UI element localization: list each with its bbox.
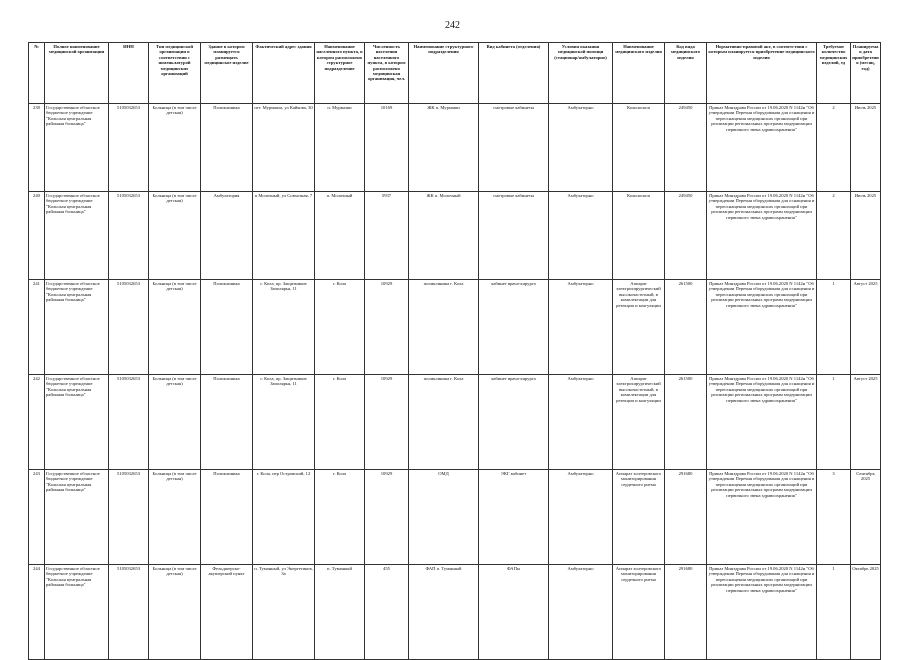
cell-cabinet: кабинет врача-хирурга — [479, 280, 549, 375]
cell-population: 10929 — [365, 375, 409, 470]
cell-code: 291680 — [665, 470, 707, 565]
column-header: Здание в котором планируется размещать медицинское изделие — [201, 43, 253, 104]
cell-code: 261500 — [665, 280, 707, 375]
cell-type: Больница (в том числе детская) — [149, 470, 201, 565]
cell-device: Аппарат электрохирургический высокочастотный, в комплектации для резекции и коагуляции — [613, 375, 665, 470]
cell-unit: поликлиника г. Кола — [409, 375, 479, 470]
cell-population: 10929 — [365, 280, 409, 375]
cell-num: 244 — [29, 565, 45, 660]
column-header: Полное наименование медицинской организации — [45, 43, 109, 104]
equipment-table — [28, 42, 881, 660]
cell-device: Аппарат холтеровского мониторирования сердечного ритма — [613, 470, 665, 565]
cell-qty: 1 — [817, 375, 851, 470]
cell-settlement: п. Молочный — [315, 192, 365, 280]
cell-org: Государственное областное бюджетное учреждение "Кольская центральная районная больница" — [45, 375, 109, 470]
cell-type: Больница (в том числе детская) — [149, 375, 201, 470]
cell-date: Июль 2025 — [851, 104, 881, 192]
column-header: Фактический адрес здания — [253, 43, 315, 104]
column-header: Условия оказания медицинской помощи (стационар/амбулаторно) — [549, 43, 613, 104]
cell-address: г. Кола, пр. Защитников Заполярья, 11 — [253, 280, 315, 375]
cell-building: Поликлиника — [201, 104, 253, 192]
cell-settlement: г. Кола — [315, 280, 365, 375]
cell-unit: ЖК п. Мурмаши — [409, 104, 479, 192]
cell-act: Приказ Минздрава России от 19.06.2020 N 1142н "Об утверждении Перечня оборудования для оснащения и переоснащения медицинских организаций при реализации региональных программ модернизации первичного звена здравоохранения" — [707, 104, 817, 192]
cell-settlement: г. Кола — [315, 470, 365, 565]
cell-act: Приказ Минздрава России от 19.06.2020 N 1142н "Об утверждении Перечня оборудования для оснащения и переоснащения медицинских организаций при реализации региональных программ модернизации первичного звена здравоохранения" — [707, 565, 817, 660]
cell-population: 10169 — [365, 104, 409, 192]
cell-qty: 1 — [817, 565, 851, 660]
column-header: Требуемое количество медицинских изделий, ед — [817, 43, 851, 104]
cell-conditions: Амбулаторно — [549, 280, 613, 375]
cell-code: 249450 — [665, 192, 707, 280]
cell-type: Больница (в том числе детская) — [149, 104, 201, 192]
cell-building: Амбулатория — [201, 192, 253, 280]
cell-conditions: Амбулаторно — [549, 192, 613, 280]
cell-building: Фельдшерско-акушерский пункт — [201, 565, 253, 660]
cell-address: г. Кола, пер Островский, 12 — [253, 470, 315, 565]
cell-cabinet: смотровые кабинеты — [479, 104, 549, 192]
cell-conditions: Амбулаторно — [549, 375, 613, 470]
column-header: Наименование медицинского изделия — [613, 43, 665, 104]
table-row — [29, 192, 881, 280]
column-header: Нормативно-правовой акт, в соответствии с которым планируется приобретение медицинского изделия — [707, 43, 817, 104]
cell-inn: 5105032653 — [109, 470, 149, 565]
table-header-row — [29, 43, 881, 104]
cell-qty: 3 — [817, 470, 851, 565]
cell-device: Аппарат холтеровского мониторирования сердечного ритма — [613, 565, 665, 660]
column-header: Код вида медицинского изделия — [665, 43, 707, 104]
cell-inn: 5105032653 — [109, 375, 149, 470]
cell-population: 5937 — [365, 192, 409, 280]
cell-device: Кольпоскоп — [613, 192, 665, 280]
cell-inn: 5105032653 — [109, 565, 149, 660]
table-row — [29, 470, 881, 565]
cell-settlement: п. Мурмаши — [315, 104, 365, 192]
cell-conditions: Амбулаторно — [549, 470, 613, 565]
cell-act: Приказ Минздрава России от 19.06.2020 N 1142н "Об утверждении Перечня оборудования для оснащения и переоснащения медицинских организаций при реализации региональных программ модернизации первичного звена здравоохранения" — [707, 192, 817, 280]
cell-org: Государственное областное бюджетное учреждение "Кольская центральная районная больница" — [45, 104, 109, 192]
cell-type: Больница (в том числе детская) — [149, 280, 201, 375]
cell-building: Поликлиника — [201, 375, 253, 470]
cell-inn: 5105032653 — [109, 192, 149, 280]
cell-cabinet: ЭКГ кабинет — [479, 470, 549, 565]
column-header: Наименование населенного пункта, в котором расположено структурное подразделение — [315, 43, 365, 104]
cell-device: Аппарат электрохирургический высокочастотный, в комплектации для резекции и коагуляции — [613, 280, 665, 375]
cell-conditions: Амбулаторно — [549, 104, 613, 192]
cell-code: 249450 — [665, 104, 707, 192]
cell-act: Приказ Минздрава России от 19.06.2020 N 1142н "Об утверждении Перечня оборудования для оснащения и переоснащения медицинских организаций при реализации региональных программ модернизации первичного звена здравоохранения" — [707, 280, 817, 375]
cell-act: Приказ Минздрава России от 19.06.2020 N 1142н "Об утверждении Перечня оборудования для оснащения и переоснащения медицинских организаций при реализации региональных программ модернизации первичного звена здравоохранения" — [707, 375, 817, 470]
cell-code: 291680 — [665, 565, 707, 660]
cell-unit: поликлиника г. Кола — [409, 280, 479, 375]
cell-org: Государственное областное бюджетное учреждение "Кольская центральная районная больница" — [45, 565, 109, 660]
page-number: 242 — [445, 20, 460, 31]
cell-num: 243 — [29, 470, 45, 565]
column-header: Численность населения населенного пункта, в котором расположено медицинская организация, чел. — [365, 43, 409, 104]
cell-address: п. Туманный, ул Энергетиков, 3а — [253, 565, 315, 660]
cell-type: Больница (в том числе детская) — [149, 192, 201, 280]
cell-num: 241 — [29, 280, 45, 375]
cell-address: п Молочный, ул Совхозная, 7 — [253, 192, 315, 280]
cell-date: Август 2025 — [851, 280, 881, 375]
cell-org: Государственное областное бюджетное учреждение "Кольская центральная районная больница" — [45, 470, 109, 565]
table-row — [29, 565, 881, 660]
column-header: Наименование структурного подразделения — [409, 43, 479, 104]
cell-address: пгт. Мурмаши, ул Кайкова, 30 — [253, 104, 315, 192]
cell-type: Больница (в том числе детская) — [149, 565, 201, 660]
table-row — [29, 104, 881, 192]
cell-act: Приказ Минздрава России от 19.06.2020 N 1142н "Об утверждении Перечня оборудования для оснащения и переоснащения медицинских организаций при реализации региональных программ модернизации первичного звена здравоохранения" — [707, 470, 817, 565]
cell-qty: 2 — [817, 192, 851, 280]
cell-unit: ОМД — [409, 470, 479, 565]
cell-qty: 2 — [817, 104, 851, 192]
table-row — [29, 280, 881, 375]
cell-code: 261500 — [665, 375, 707, 470]
column-header: ИНН — [109, 43, 149, 104]
column-header: № — [29, 43, 45, 104]
cell-unit: ЖК п. Молочный — [409, 192, 479, 280]
cell-device: Кольпоскоп — [613, 104, 665, 192]
cell-num: 242 — [29, 375, 45, 470]
cell-org: Государственное областное бюджетное учреждение "Кольская центральная районная больница" — [45, 192, 109, 280]
cell-building: Поликлиника — [201, 280, 253, 375]
cell-conditions: Амбулаторно — [549, 565, 613, 660]
table-body — [29, 104, 881, 660]
cell-population: 10929 — [365, 470, 409, 565]
cell-org: Государственное областное бюджетное учреждение "Кольская центральная районная больница" — [45, 280, 109, 375]
cell-num: 239 — [29, 104, 45, 192]
cell-qty: 1 — [817, 280, 851, 375]
cell-cabinet: кабинет врача-хирурга — [479, 375, 549, 470]
cell-num: 240 — [29, 192, 45, 280]
cell-date: Июль 2025 — [851, 192, 881, 280]
column-header: Планируемая дата приобретения (месяц, год) — [851, 43, 881, 104]
cell-settlement: г. Кола — [315, 375, 365, 470]
cell-population: 455 — [365, 565, 409, 660]
table-row — [29, 375, 881, 470]
column-header: Тип медицинской организации в соответствии с номенклатурой медицинских организаций — [149, 43, 201, 104]
cell-inn: 5105032653 — [109, 104, 149, 192]
cell-date: Август 2025 — [851, 375, 881, 470]
cell-settlement: п. Туманный — [315, 565, 365, 660]
cell-inn: 5105032653 — [109, 280, 149, 375]
column-header: Вид кабинета (отделения) — [479, 43, 549, 104]
cell-cabinet: смотровые кабинеты — [479, 192, 549, 280]
cell-date: Сентябрь 2025 — [851, 470, 881, 565]
cell-cabinet: ФАПы — [479, 565, 549, 660]
cell-address: г. Кола, пр. Защитников Заполярья, 11 — [253, 375, 315, 470]
cell-unit: ФАП п. Туманный — [409, 565, 479, 660]
cell-date: Октябрь 2025 — [851, 565, 881, 660]
cell-building: Поликлиника — [201, 470, 253, 565]
